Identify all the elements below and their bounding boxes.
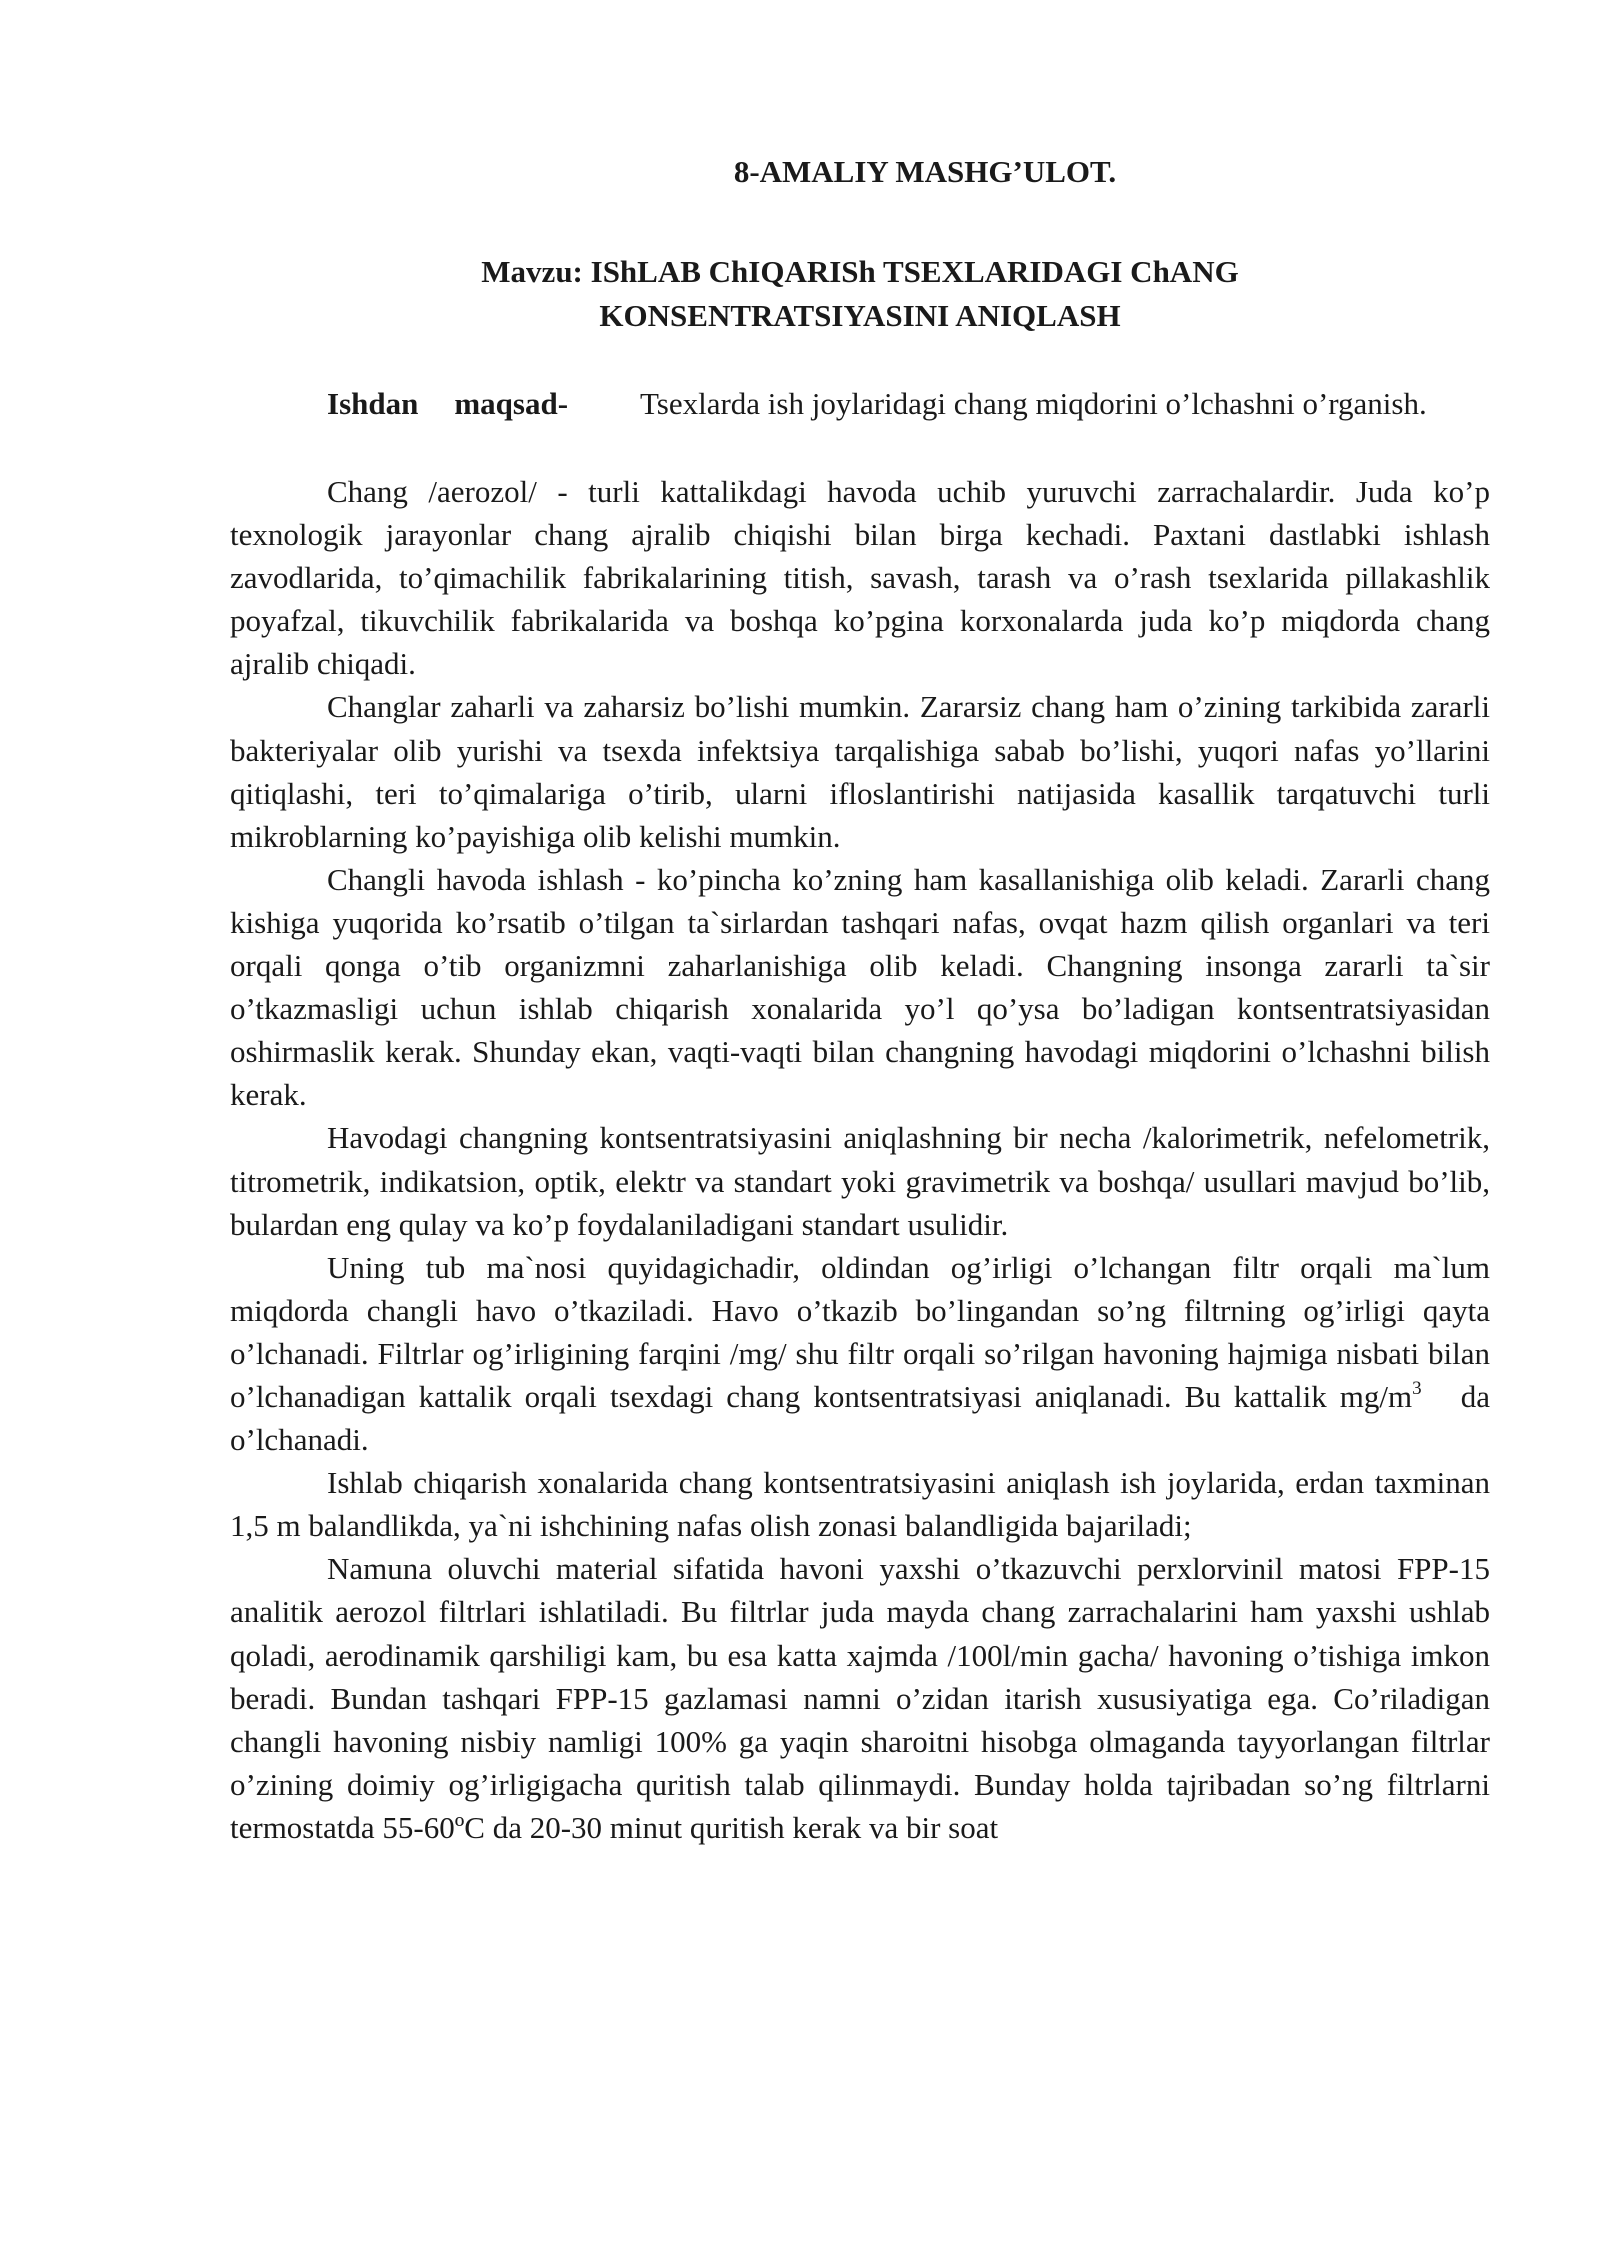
body-text xyxy=(230,470,1490,1849)
paragraph-2: Changlar zaharli va zaharsiz bo’lishi mumkin. Zararsiz chang ham o’zining tarkibida zararli bakteriyalar olib yurishi va tsexda infektsiya tarqalishiga sabab bo’lishi, yuqori nafas yo’llarini qitiqlashi, teri to’qimalariga o’tirib, ularni ifloslantirishi natijasida kasallik tarqatuvchi turli mikroblarning ko’payishiga olib kelishi mumkin. xyxy=(230,689,1490,854)
paragraph-1: Chang /aerozol/ - turli kattalikdagi havoda uchib yuruvchi zarrachalardir. Juda ko’p texnologik jarayonlar chang ajralib chiqishi bilan birga kechadi. Paxtani dastlabki ishlash zavodlarida, to’qimachilik fabrikalarining titish, savash, tarash va o’rash tsexlarida pillakashlik poyafzal, tikuvchilik fabrikalarida va boshqa ko’pgina korxonalarda juda ko’p miqdorda chang ajralib chiqadi. xyxy=(230,474,1490,682)
paragraph-6: Ishlab chiqarish xonalarida chang kontsentratsiyasini aniqlash ish joylarida, erdan taxminan 1,5 m balandlikda, ya`ni ishchining nafas olish zonasi balandligida bajariladi; xyxy=(230,1465,1490,1544)
purpose-label xyxy=(327,382,568,425)
purpose-label-word-2: maqsad- xyxy=(454,386,569,421)
purpose-label-word-1: Ishdan xyxy=(327,386,419,421)
paragraph-3: Changli havoda ishlash - ko’pincha ko’zning ham kasallanishiga olib keladi. Zararli chang kishiga yuqorida ko’rsatib o’tilgan ta`sirlardan tashqari nafas, ovqat hazm qilish organlari va teri orqali qonga o’tib organizmni zaharlanishiga olib keladi. Changning insonga zararli ta`sir o’tkazmasligi uchun ishlab chiqarish xonalarida yo’l qo’ysa bo’ladigan kontsentratsiyasidan oshirmaslik kerak. Shunday ekan, vaqti-vaqti bilan changning havodagi miqdorini o’lchashni bilish kerak. xyxy=(230,861,1490,1113)
topic-line-2: KONSENTRATSIYASINI ANIQLASH xyxy=(599,298,1121,333)
paragraph-5-main: Uning tub ma`nosi quyidagichadir, oldindan og’irligi o’lchangan filtr orqali ma`lum miqdorda changli havo o’tkaziladi. Havo o’tkazib bo’lingandan so’ng filtrning og’irligi qayta o’lchanadi. Filtrlar og’irligining farqini /mg/ shu filtr orqali so’rilgan havoning hajmiga nisbati bilan o’lchanadigan kattalik orqali tsexdagi chang kontsentratsiyasi aniqlanadi. Bu kattalik mg/m xyxy=(230,1249,1490,1414)
paragraph-7: Namuna oluvchi material sifatida havoni yaxshi o’tkazuvchi perxlorvinil matosi FPP-15 analitik aerozol filtrlari ishlatiladi. Bu filtrlar juda mayda chang zarrachalarini ham yaxshi ushlab qoladi, aerodinamik qarshiligi kam, bu esa katta xajmda /100l/min gacha/ havoning o’tishiga imkon beradi. Bundan tashqari FPP-15 gazlamasi namni o’zidan itarish xususiyatiga ega. Co’riladigan changli havoning nisbiy namligi 100% ga yaqin sharoitni hisobga olmaganda tayyorlangan filtrlar o’zining doimiy og’irligigacha quritish talab qilinmaydi. Bunday holda tajribadan so’ng filtrlarni termostatda 55-60ºC da 20-30 minut quritish kerak va bir soat xyxy=(230,1551,1490,1845)
document-title: 8-AMALIY MASHG’ULOT. xyxy=(733,154,1117,189)
paragraph-5-end: da o’lchanadi. xyxy=(230,1378,1491,1458)
purpose-text: Tsexlarda ish joylaridagi chang miqdorini o’lchashni o’rganish. xyxy=(640,386,1427,421)
paragraph-4: Havodagi changning kontsentratsiyasini aniqlashning bir necha /kalorimetrik, nefelometrik, titrometrik, indikatsion, optik, elektr va standart yoki gravimetrik va boshqa/ usullari mavjud bo’lib, bulardan eng qulay va ko’p foydalaniladigani standart usulidir. xyxy=(230,1120,1490,1242)
topic-line-1: Mavzu: IShLAB ChIQARISh TSEXLARIDAGI ChANG xyxy=(481,254,1239,289)
paragraph-5 xyxy=(230,1246,1490,1461)
purpose-section xyxy=(230,382,1490,425)
topic-heading xyxy=(230,250,1490,338)
unit-superscript: 3 xyxy=(1412,1377,1422,1399)
